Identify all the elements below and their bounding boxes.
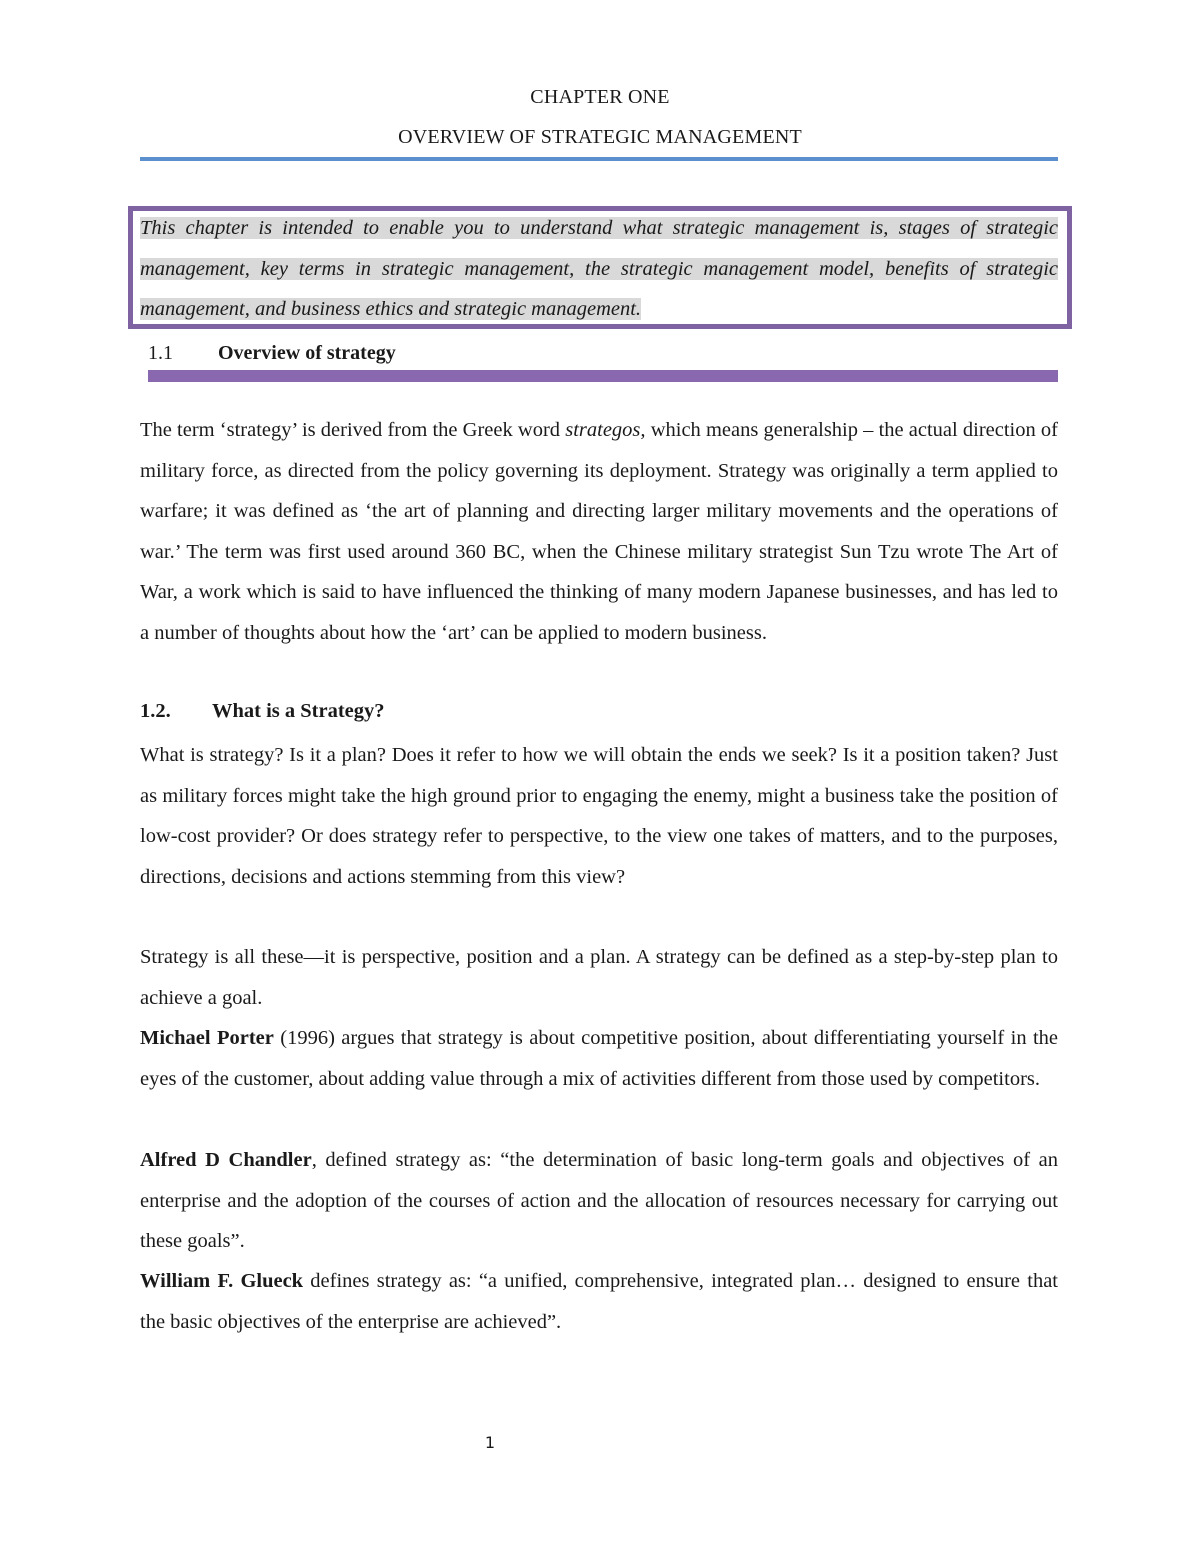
paragraph-what-is-strategy: What is strategy? Is it a plan? Does it refer to how we will obtain the ends we seek? Is it a position taken? Just as military forces might take the high ground prior to engaging the enemy, might a business take the position of low-cost provider? Or does strategy refer to perspective, to the view one takes of matters, and to the purposes, directions, decisions and actions stemming from this view? bbox=[140, 744, 1058, 888]
paragraph-porter bbox=[140, 1018, 1058, 1099]
paragraph-text: The term ‘strategy’ is derived from the Greek word bbox=[140, 419, 566, 441]
section-title: What is a Strategy? bbox=[212, 700, 385, 722]
section-title: Overview of strategy bbox=[218, 342, 396, 364]
paragraph-glueck bbox=[140, 1261, 1058, 1342]
title-divider bbox=[140, 157, 1058, 161]
chapter-subtitle: OVERVIEW OF STRATEGIC MANAGEMENT bbox=[398, 126, 802, 148]
paragraph-text: (1996) argues that strategy is about competitive position, about differentiating yourself in the eyes of the customer, about adding value through a mix of activities different from those used by competitors. bbox=[140, 1027, 1059, 1090]
page-number: 1 bbox=[484, 1433, 496, 1452]
paragraph-text: , defined strategy as: “the determination of basic long-term goals and objectives of an enterprise and the adoption of the courses of action and the allocation of resources necessary for carrying out these goals”. bbox=[140, 1149, 1058, 1252]
section-number: 1.1 bbox=[148, 342, 173, 364]
paragraph-strategy-definition: Strategy is all these—it is perspective, position and a plan. A strategy can be defined as a step-by-step plan to achieve a goal. bbox=[140, 946, 1058, 1009]
section-heading-1-1 bbox=[148, 342, 396, 365]
paragraph-text: which means generalship – the actual direction of military force, as directed from the policy governing its deployment. Strategy was originally a term applied to warfare; it was defined as ‘the art of planning and directing larger military movements and the operations of war.’ The term was first used around 360 BC, when the Chinese military strategist Sun Tzu wrote The Art of War, a work which is said to have influenced the thinking of many modern Japanese businesses, and has led to a number of thoughts about how the ‘art’ can be applied to modern business. bbox=[140, 419, 1058, 644]
section-heading-1-2 bbox=[140, 700, 385, 723]
greek-term: strategos, bbox=[565, 419, 646, 441]
paragraph-chandler bbox=[140, 1140, 1058, 1262]
author-name: Michael Porter bbox=[140, 1027, 274, 1049]
paragraph-strategy-origin bbox=[140, 410, 1058, 653]
section-divider bbox=[148, 370, 1058, 382]
objectives-highlight: This chapter is intended to enable you to understand what strategic management is, stages of strategic management, key terms in strategic management, the strategic management model, benefits of strategic management, and business ethics and strategic management. bbox=[140, 217, 1058, 320]
chapter-title: CHAPTER ONE bbox=[530, 86, 670, 108]
author-name: William F. Glueck bbox=[140, 1270, 304, 1292]
section-number: 1.2. bbox=[140, 700, 171, 722]
paragraph-text: defines strategy as: “a unified, comprehensive, integrated plan… designed to ensure that the basic objectives of the enterprise are achieved”. bbox=[140, 1270, 1058, 1333]
author-name: Alfred D Chandler bbox=[140, 1149, 312, 1171]
objectives-text bbox=[140, 208, 1058, 330]
